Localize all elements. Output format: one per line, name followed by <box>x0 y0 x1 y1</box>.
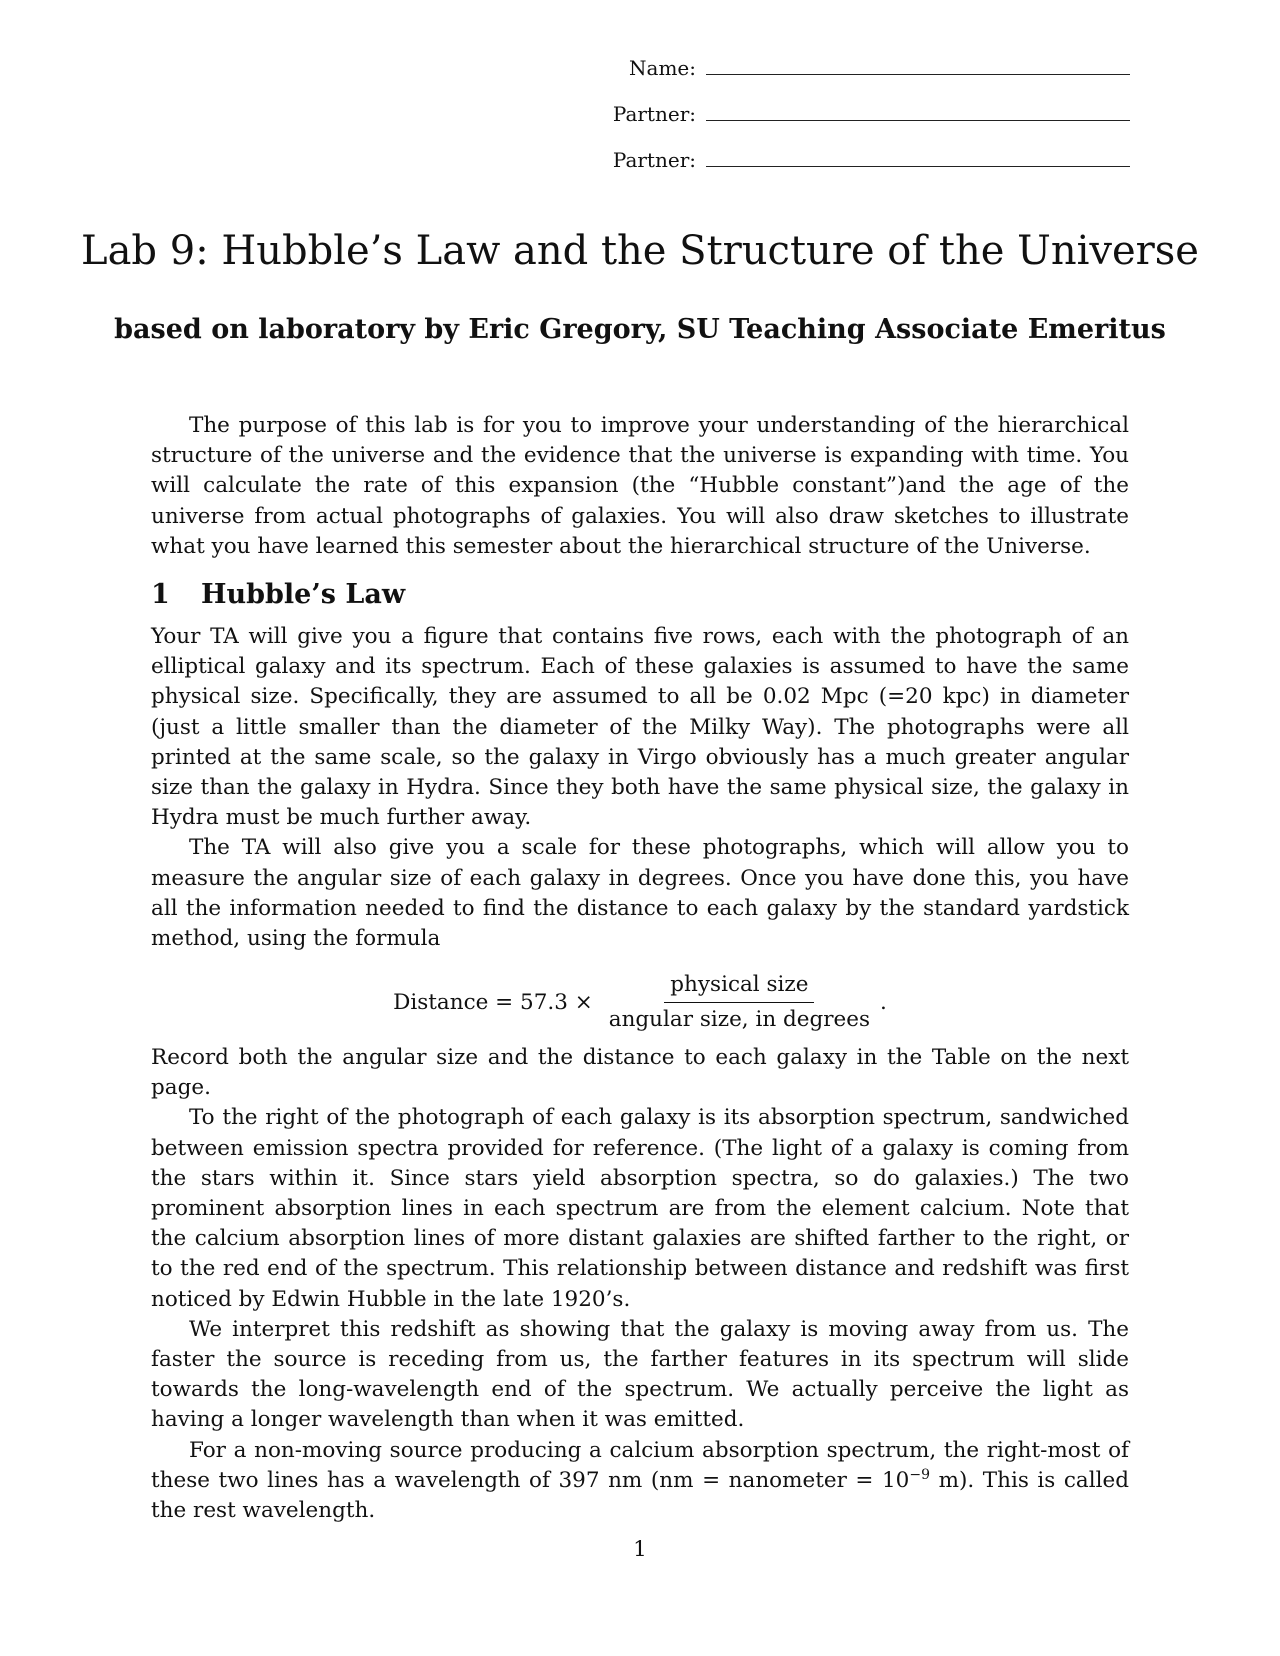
partner-label-2: Partner: <box>612 148 696 172</box>
formula-fraction <box>603 970 876 1035</box>
paragraph-5: We interpret this redshift as showing that the galaxy is moving away from us. The faster the source is receding from us, the farther features in its spectrum will slide towards the long-wavelength end of the spectrum. We actually perceive the light as having a longer wavelength than when it was emitted. <box>151 1316 1129 1433</box>
formula-numerator: physical size <box>664 970 814 1003</box>
paragraph-3: Record both the angular size and the distance to each galaxy in the Table on the next page. <box>151 1045 1129 1101</box>
formula-denominator: angular size, in degrees <box>608 1007 871 1032</box>
document-subtitle: based on laboratory by Eric Gregory, SU Teaching Associate Emeritus <box>114 314 1166 345</box>
section-heading <box>151 577 405 613</box>
paragraph-6-part-a: For a non-moving source producing a calcium absorption spectrum, the right-most of these two lines has a wavelength of 397 nm (nm = nanometer = 10 <box>151 1437 1129 1493</box>
section-text-block-1 <box>151 622 1129 954</box>
name-label: Name: <box>629 56 696 80</box>
formula-period: . <box>880 990 887 1015</box>
header-fields <box>560 50 1130 172</box>
section-number: 1 <box>151 579 170 610</box>
paragraph-6-part-b: m). This is called the rest wavelength. <box>151 1467 1129 1524</box>
paragraph-6 <box>151 1436 1129 1527</box>
paragraph-4: To the right of the photograph of each galaxy is its absorption spectrum, sandwiched between emission spectra provided for reference. (The light of a galaxy is coming from the stars within it. Since stars yield absorption spectra, so do galaxies.) The two prominent absorption lines in each spectrum are from the element calcium. Note that the calcium absorption lines of more distant galaxies are shifted farther to the right, or to the red end of the spectrum. This relationship between distance and redshift was first noticed by Edwin Hubble in the late 1920’s. <box>151 1105 1129 1312</box>
intro-paragraph: The purpose of this lab is for you to improve your understanding of the hierarchical structure of the universe and the evidence that the universe is expanding with time. You will calculate the rate of this expansion (the “Hubble constant”)and the age of the universe from actual photographs of galaxies. You will also draw sketches to illustrate what you have learned this semester about the hierarchical structure of the Universe. <box>151 413 1129 559</box>
formula-lhs: Distance = 57.3 × <box>393 990 593 1015</box>
section-text-block-2 <box>151 1043 1129 1526</box>
partner-field-row <box>560 80 1130 126</box>
page-number: 1 <box>633 1537 647 1562</box>
name-blank-line[interactable] <box>706 56 1130 75</box>
partner-label: Partner: <box>612 102 696 126</box>
paragraph-1: Your TA will give you a figure that contains five rows, each with the photograph of an elliptical galaxy and its spectrum. Each of these galaxies is assumed to have the same physical size. Specifically, they are assumed to all be 0.02 Mpc (=20 kpc) in diameter (just a little smaller than the diameter of the Milky Way). The photographs were all printed at the same scale, so the galaxy in Virgo obviously has a much greater angular size than the galaxy in Hydra. Since they both have the same physical size, the galaxy in Hydra must be much further away. <box>151 624 1129 831</box>
partner-field-row-2 <box>560 126 1130 172</box>
paragraph-2: The TA will also give you a scale for these photographs, which will allow you to measure the angular size of each galaxy in degrees. Once you have done this, you have all the information needed to find the distance to each galaxy by the standard yardstick method, using the formula <box>151 835 1129 952</box>
partner-blank-line[interactable] <box>706 102 1130 121</box>
exponent: −9 <box>909 1466 931 1483</box>
document-title: Lab 9: Hubble’s Law and the Structure of the Universe <box>81 228 1199 274</box>
name-field-row <box>560 50 1130 80</box>
section-title: Hubble’s Law <box>201 579 406 610</box>
distance-formula <box>0 970 1280 1035</box>
partner-blank-line-2[interactable] <box>706 148 1130 167</box>
